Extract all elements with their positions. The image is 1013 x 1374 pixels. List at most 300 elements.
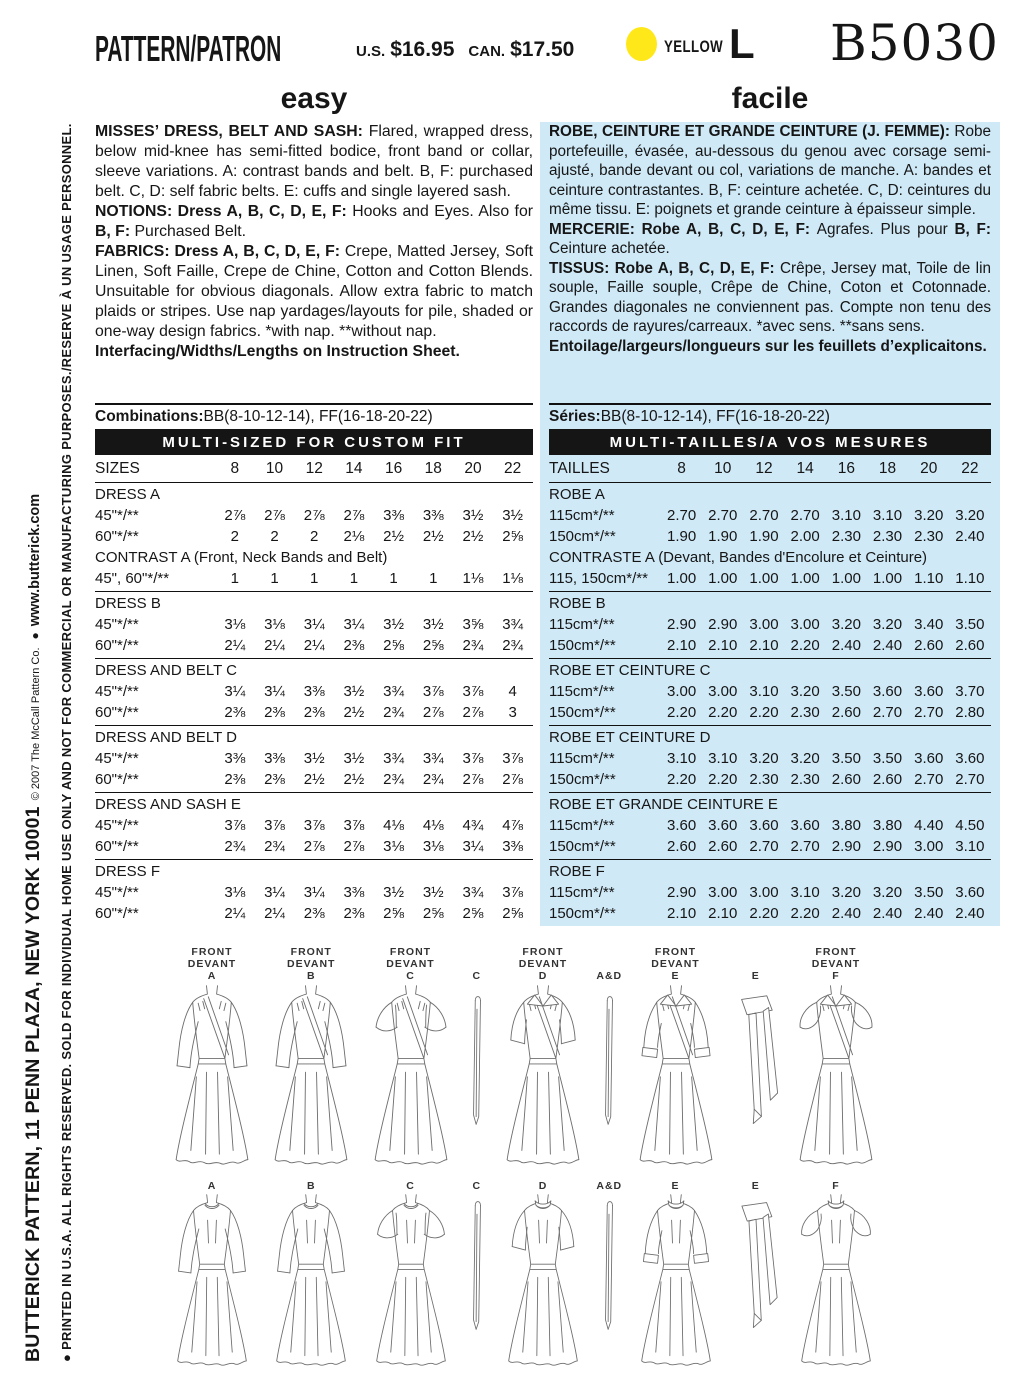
section-title-row: ROBE A <box>549 486 605 503</box>
yardage-value: 2.70 <box>790 507 820 524</box>
yardage-value: 3¼ <box>303 616 325 633</box>
yardage-value: 3.80 <box>872 817 903 834</box>
yardage-value: 2⅞ <box>502 771 524 788</box>
yardage-row <box>549 681 991 702</box>
fabric-width-label: 115cm*/** <box>549 683 615 700</box>
yardage-value: 3⅞ <box>224 817 246 834</box>
yardage-value: 2.80 <box>955 704 985 721</box>
yardage-value: 3⅞ <box>422 683 444 700</box>
section-title-row: ROBE B <box>549 595 606 612</box>
yardage-row <box>549 505 991 526</box>
figure-label: E <box>751 1180 760 1192</box>
yardage-section <box>549 860 991 926</box>
yardage-value: 2⅞ <box>343 838 365 855</box>
fabric-width-label: 60"*/** <box>95 838 139 855</box>
us-currency-label: U.S. <box>356 43 386 60</box>
yardage-value: 3.20 <box>955 507 985 524</box>
french-column <box>540 122 1000 926</box>
yardage-value: 2¾ <box>502 637 524 654</box>
yardage-value: 3.20 <box>872 616 903 633</box>
yardage-value: 2.60 <box>831 704 861 721</box>
yardage-value: 3½ <box>422 884 444 901</box>
yardage-value: 2.70 <box>749 507 779 524</box>
fabric-width-label: 115, 150cm*/** <box>549 570 648 587</box>
dress-drawing <box>265 982 357 1168</box>
yardage-row <box>95 505 533 526</box>
yardage-value: 3.70 <box>955 683 985 700</box>
dress-drawing <box>166 1192 258 1368</box>
yardage-value: 2.90 <box>666 616 697 633</box>
yardage-value: 2.60 <box>914 637 944 654</box>
yardage-value: 3.50 <box>831 683 861 700</box>
yardage-row <box>549 748 991 769</box>
yardage-value: 3.20 <box>872 884 903 901</box>
english-description <box>95 122 533 403</box>
yardage-value: 2¼ <box>224 637 246 654</box>
yardage-row <box>549 815 991 836</box>
yardage-value: 2.40 <box>831 637 861 654</box>
can-price: $17.50 <box>510 38 575 61</box>
yardage-value: 3½ <box>343 683 365 700</box>
figure-label: D <box>538 1180 548 1192</box>
yardage-value: 2¾ <box>422 771 444 788</box>
yardage-value: 3 <box>508 704 517 721</box>
figure-view-front-c <box>365 944 457 1168</box>
yardage-value: 2.20 <box>708 704 738 721</box>
yardage-value: 3.00 <box>749 616 779 633</box>
combinations-value: BB(8-10-12-14), FF(16-18-20-22) <box>203 407 433 425</box>
yardage-value: 3⅞ <box>303 817 325 834</box>
yardage-value: 2.70 <box>749 838 779 855</box>
figure-label: FRONT DEVANT D <box>518 946 568 982</box>
yardage-value: 2¼ <box>264 637 285 654</box>
size-value: 16 <box>837 459 855 477</box>
yardage-value: 3½ <box>422 616 444 633</box>
section-title-row: CONTRAST A (Front, Neck Bands and Belt) <box>95 549 388 566</box>
dress-drawing <box>497 1192 589 1368</box>
yardage-value: 3.20 <box>790 750 820 767</box>
garment-line-drawings <box>166 944 882 1368</box>
yardage-value: 3¼ <box>264 884 285 901</box>
yardage-value: 3.10 <box>831 507 861 524</box>
yardage-value: 2¾ <box>462 637 484 654</box>
yardage-value: 3.60 <box>955 884 985 901</box>
yardage-value: 3⅞ <box>264 817 285 834</box>
yardage-value: 1.10 <box>955 570 985 587</box>
yardage-section <box>549 592 991 659</box>
yardage-value: 3.60 <box>708 817 738 834</box>
yardage-value: 3⅜ <box>224 750 246 767</box>
figure-view-front-e <box>630 944 722 1168</box>
yardage-value: 2⅜ <box>264 704 285 721</box>
yardage-value: 2⅞ <box>422 704 444 721</box>
yardage-section <box>95 483 533 592</box>
publisher-address: BUTTERICK PATTERN, 11 PENN PLAZA, NEW YORK 10001 <box>22 806 44 1362</box>
yardage-value: 2.30 <box>831 528 861 545</box>
fabric-width-label: 115cm*/** <box>549 750 615 767</box>
yardage-value: 3¾ <box>462 884 484 901</box>
back-views-row <box>166 1178 882 1368</box>
yardage-value: 2¼ <box>224 905 246 922</box>
yardage-value: 2.20 <box>749 905 779 922</box>
yardage-value: 1.90 <box>708 528 738 545</box>
yardage-value: 3.50 <box>872 750 903 767</box>
fabric-width-label: 60"*/** <box>95 637 139 654</box>
yardage-row <box>549 635 991 656</box>
yardage-value: 3.20 <box>914 507 944 524</box>
yardage-value: 3.10 <box>872 507 903 524</box>
section-title-row: DRESS F <box>95 863 161 880</box>
yardage-value: 3.10 <box>955 838 985 855</box>
yardage-row <box>549 702 991 723</box>
yardage-value: 2.70 <box>955 771 985 788</box>
yardage-value: 2.90 <box>831 838 861 855</box>
series-label: Séries: <box>549 407 601 425</box>
size-value: 8 <box>677 459 686 477</box>
yardage-section <box>95 659 533 726</box>
belt-drawing <box>464 1192 490 1368</box>
yardage-value: 2½ <box>422 528 444 545</box>
dress-drawing <box>790 1192 882 1368</box>
figure-view-back-b <box>265 1178 357 1368</box>
yardage-row <box>549 882 991 903</box>
figure-label: E <box>671 1180 680 1192</box>
yardage-value: 2.20 <box>666 704 697 721</box>
yardage-section <box>549 726 991 793</box>
yardage-row <box>95 526 533 547</box>
yardage-value: 3¼ <box>264 683 285 700</box>
figure-belt-c <box>464 944 490 1168</box>
yardage-value: 2¾ <box>264 838 285 855</box>
yardage-value: 2½ <box>343 771 365 788</box>
yardage-value: 3⅛ <box>224 616 246 633</box>
legal-notice-vertical: ● PRINTED IN U.S.A. ALL RIGHTS RESERVED. SOLD FOR INDIVIDUAL HOME USE ONLY AND NOT FOR COMMERCIAL OR MANUFACTURING PURPOSES./RESERVE À UN USAGE PERSONNEL. <box>59 123 74 1362</box>
yardage-row <box>549 614 991 635</box>
figure-view-back-f <box>790 1178 882 1368</box>
yardage-value: 2 <box>310 528 319 545</box>
fabric-width-label: 115cm*/** <box>549 507 615 524</box>
can-currency-label: CAN. <box>468 43 506 60</box>
figure-label: C <box>406 1180 415 1192</box>
yardage-value: 2.10 <box>666 905 697 922</box>
yardage-value: 3⅞ <box>462 750 484 767</box>
yardage-section <box>95 793 533 860</box>
yardage-value: 3.10 <box>749 683 779 700</box>
fabric-width-label: 115cm*/** <box>549 817 615 834</box>
yardage-value: 2⅝ <box>383 637 405 654</box>
figure-label: FRONT DEVANT C <box>386 946 435 982</box>
english-column <box>95 122 533 926</box>
yardage-row <box>95 681 533 702</box>
description-paragraph: TISSUS: Robe A, B, C, D, E, F: Crêpe, Jersey mat, Toile de lin souple, Faille souple, Crêpe de Chine, Coton et Cotonnade. Grandes diagonales ne conviennent pas. Compte non tenu des raccords de rayures/carreaux. *avec sens. **sans sens. <box>549 259 991 335</box>
french-table-banner: MULTI-TAILLES/A VOS MESURES <box>549 429 991 455</box>
yardage-value: 2⅝ <box>422 905 444 922</box>
section-title-row: DRESS B <box>95 595 161 612</box>
yardage-value: 3¼ <box>343 616 365 633</box>
us-price: $16.95 <box>390 38 455 61</box>
dress-drawing <box>365 1192 457 1368</box>
size-value: 22 <box>504 459 522 477</box>
yardage-section <box>549 483 991 592</box>
section-title-row: CONTRASTE A (Devant, Bandes d'Encolure et Ceinture) <box>549 549 928 566</box>
yardage-value: 3.60 <box>790 817 820 834</box>
yardage-value: 2⅜ <box>343 905 365 922</box>
fabric-width-label: 150cm*/** <box>549 704 616 721</box>
figure-label: FRONT DEVANT E <box>651 946 700 982</box>
fabric-width-label: 45"*/** <box>95 817 139 834</box>
yardage-value: 1.90 <box>666 528 697 545</box>
fabric-width-label: 150cm*/** <box>549 637 616 654</box>
dress-drawing <box>630 982 722 1168</box>
figure-view-front-b <box>265 944 357 1168</box>
yardage-value: 3⅞ <box>502 750 524 767</box>
yardage-value: 2¾ <box>383 704 405 721</box>
yardage-value: 2.40 <box>831 905 861 922</box>
figure-view-back-c <box>365 1178 457 1368</box>
yardage-value: 2.00 <box>790 528 820 545</box>
yardage-value: 3.50 <box>914 884 944 901</box>
yardage-value: 3⅜ <box>383 507 405 524</box>
figure-label: C <box>472 1180 482 1192</box>
size-value: 12 <box>755 459 773 477</box>
yardage-value: 2.40 <box>955 528 985 545</box>
yardage-value: 2.60 <box>831 771 861 788</box>
yardage-value: 1⅛ <box>462 570 484 587</box>
dress-drawing <box>630 1192 722 1368</box>
yardage-value: 2.40 <box>872 905 903 922</box>
yardage-value: 2.60 <box>955 637 985 654</box>
yardage-row <box>549 769 991 790</box>
figure-label: B <box>306 1180 316 1192</box>
fabric-width-label: 45"*/** <box>95 750 139 767</box>
yardage-value: 2⅜ <box>224 704 246 721</box>
english-sizes-header <box>95 455 533 483</box>
yardage-value: 2⅞ <box>462 704 484 721</box>
yardage-section <box>95 592 533 659</box>
description-paragraph: NOTIONS: Dress A, B, C, D, E, F: Hooks and Eyes. Also for B, F: Purchased Belt. <box>95 203 533 240</box>
yardage-value: 3.20 <box>831 616 861 633</box>
yardage-value: 4⅛ <box>383 817 405 834</box>
yardage-value: 4 <box>508 683 517 700</box>
yardage-row <box>95 635 533 656</box>
yardage-value: 1.90 <box>749 528 779 545</box>
yardage-value: 2⅝ <box>383 905 405 922</box>
yardage-value: 3.40 <box>914 616 944 633</box>
sash-drawing <box>729 1192 783 1368</box>
french-sizes-header <box>549 455 991 483</box>
yardage-value: 2 <box>230 528 240 545</box>
figure-sash-e-back <box>729 1178 783 1368</box>
fabric-width-label: 60"*/** <box>95 704 139 721</box>
yardage-value: 4⅛ <box>422 817 444 834</box>
yardage-value: 3.10 <box>666 750 697 767</box>
yardage-value: 2⅜ <box>264 771 285 788</box>
yardage-value: 1.00 <box>831 570 861 587</box>
size-value: 16 <box>384 459 403 477</box>
fabric-width-label: 45"*/** <box>95 884 139 901</box>
yardage-value: 1 <box>429 570 438 587</box>
yardage-value: 1.10 <box>914 570 944 587</box>
yardage-value: 3⅛ <box>422 838 444 855</box>
yardage-value: 2.20 <box>666 771 697 788</box>
size-value: 22 <box>961 459 979 477</box>
yardage-value: 2.10 <box>666 637 697 654</box>
yardage-value: 2.30 <box>749 771 779 788</box>
yardage-value: 3¾ <box>422 750 444 767</box>
yardage-value: 2⅜ <box>303 704 325 721</box>
yardage-value: 2.70 <box>790 838 820 855</box>
belt-drawing <box>596 982 622 1168</box>
yardage-value: 3¼ <box>303 884 325 901</box>
fabric-width-label: 150cm*/** <box>549 771 616 788</box>
size-value: 18 <box>878 459 897 477</box>
yardage-row <box>549 836 991 857</box>
yardage-value: 2⅞ <box>343 507 365 524</box>
yardage-value: 1 <box>230 570 240 587</box>
figure-label: A <box>207 1180 217 1192</box>
yardage-value: 3½ <box>383 884 405 901</box>
price-block <box>356 38 588 62</box>
size-value: 10 <box>714 459 732 477</box>
yardage-value: 4.50 <box>955 817 985 834</box>
fabric-width-label: 150cm*/** <box>549 838 616 855</box>
size-value: 10 <box>265 459 284 477</box>
yardage-value: 2.90 <box>708 616 738 633</box>
yardage-row <box>95 815 533 836</box>
bullet-icon: ● <box>28 632 42 640</box>
figure-label: F <box>832 1180 840 1192</box>
yardage-value: 2⅞ <box>264 507 285 524</box>
description-paragraph: MERCERIE: Robe A, B, C, D, E, F: Agrafes. Plus pour B, F: Ceinture achetée. <box>549 220 991 257</box>
yardage-value: 2.20 <box>790 637 820 654</box>
yardage-section <box>549 659 991 726</box>
yardage-value: 3.20 <box>790 683 820 700</box>
fabric-width-label: 150cm*/** <box>549 528 616 545</box>
fabric-width-label: 45"*/** <box>95 616 139 633</box>
yardage-value: 2.40 <box>914 905 944 922</box>
figure-label: E <box>751 970 760 982</box>
description-paragraph: Interfacing/Widths/Lengths on Instruction Sheet. <box>95 343 460 360</box>
yardage-value: 3¼ <box>224 683 246 700</box>
description-paragraph: FABRICS: Dress A, B, C, D, E, F: Crepe, Matted Jersey, Soft Linen, Soft Faille, Crepe de Chine, Cotton and Cotton Blends. Unsuitable for obvious diagonals. Allow extra fabric to match plaids or stripes. Use nap yardages/layouts for pile, shaded or one-way design fabrics. *with nap. **without nap. <box>95 243 533 340</box>
pattern-patron-label: PATTERN/PATRON <box>95 28 282 69</box>
yardage-value: 2¼ <box>264 905 285 922</box>
english-yardage-table <box>95 483 533 926</box>
yardage-row <box>95 702 533 723</box>
size-value: 18 <box>424 459 442 477</box>
dress-drawing <box>790 982 882 1168</box>
yardage-row <box>95 836 533 857</box>
yardage-row <box>95 568 533 589</box>
yardage-value: 3½ <box>383 616 405 633</box>
figure-label: C <box>472 970 482 982</box>
yardage-value: 3⅛ <box>383 838 405 855</box>
yardage-value: 3.60 <box>666 817 697 834</box>
yardage-value: 2¾ <box>383 771 405 788</box>
yardage-value: 3⅞ <box>343 817 365 834</box>
figure-view-front-a <box>166 944 258 1168</box>
color-name-label: YELLOW <box>664 37 724 56</box>
size-value: 20 <box>920 459 938 477</box>
dress-drawing <box>497 982 589 1168</box>
yardage-value: 2¼ <box>303 637 325 654</box>
yardage-value: 1 <box>349 570 359 587</box>
yardage-value: 3.60 <box>749 817 779 834</box>
yardage-value: 3¾ <box>502 616 524 633</box>
size-value: 14 <box>796 459 814 477</box>
yardage-value: 3.00 <box>914 838 944 855</box>
tailles-label: TAILLES <box>549 459 610 477</box>
yardage-row <box>95 882 533 903</box>
yardage-value: 3¼ <box>462 838 484 855</box>
figure-view-front-f <box>790 944 882 1168</box>
english-combinations-row <box>95 403 533 428</box>
yardage-value: 2⅝ <box>422 637 444 654</box>
size-value: 14 <box>345 459 363 477</box>
yardage-value: 3.20 <box>831 884 861 901</box>
yardage-value: 3.60 <box>872 683 903 700</box>
figure-view-back-a <box>166 1178 258 1368</box>
yardage-value: 2.70 <box>914 771 944 788</box>
yardage-value: 2.20 <box>749 704 779 721</box>
yardage-value: 3⅛ <box>224 884 246 901</box>
yardage-value: 2½ <box>303 771 325 788</box>
yardage-value: 3.80 <box>831 817 861 834</box>
yellow-color-dot-icon <box>626 27 657 61</box>
yardage-value: 2⅝ <box>462 905 484 922</box>
yardage-value: 3.20 <box>749 750 779 767</box>
yardage-value: 3.00 <box>749 884 779 901</box>
yardage-value: 2.70 <box>708 507 738 524</box>
yardage-value: 2.10 <box>708 637 738 654</box>
section-title-row: ROBE ET CEINTURE C <box>549 662 711 679</box>
yardage-value: 3.60 <box>955 750 985 767</box>
publisher-address-vertical <box>22 494 45 1362</box>
yardage-row <box>95 769 533 790</box>
facile-label: facile <box>731 82 809 115</box>
fabric-width-label: 115cm*/** <box>549 616 615 633</box>
yardage-section <box>95 860 533 926</box>
figure-belt-a-d <box>596 944 622 1168</box>
fabric-width-label: 60"*/** <box>95 905 139 922</box>
yardage-value: 2 <box>270 528 279 545</box>
yardage-value: 2.90 <box>872 838 903 855</box>
yardage-value: 2⅜ <box>224 771 246 788</box>
yardage-value: 2.30 <box>872 528 903 545</box>
yardage-value: 2.40 <box>955 905 985 922</box>
yardage-value: 3⅜ <box>422 507 444 524</box>
yardage-value: 2⅞ <box>462 771 484 788</box>
yardage-value: 3.10 <box>708 750 738 767</box>
yardage-value: 2.30 <box>790 771 820 788</box>
yardage-value: 2.30 <box>790 704 820 721</box>
section-title-row: DRESS A <box>95 486 161 503</box>
fabric-width-label: 115cm*/** <box>549 884 615 901</box>
french-yardage-table <box>549 483 991 926</box>
yardage-value: 1⅛ <box>502 570 524 587</box>
yardage-value: 3¾ <box>383 750 405 767</box>
yardage-value: 2½ <box>343 704 365 721</box>
yardage-value: 3⅜ <box>264 750 285 767</box>
yardage-value: 3¾ <box>383 683 405 700</box>
yardage-value: 3⅜ <box>343 884 365 901</box>
section-title-row: DRESS AND BELT C <box>95 662 237 679</box>
yardage-row <box>549 568 991 589</box>
yardage-value: 4¾ <box>462 817 484 834</box>
yardage-value: 1.00 <box>708 570 738 587</box>
yardage-row <box>95 614 533 635</box>
figure-label: FRONT DEVANT F <box>811 946 861 982</box>
